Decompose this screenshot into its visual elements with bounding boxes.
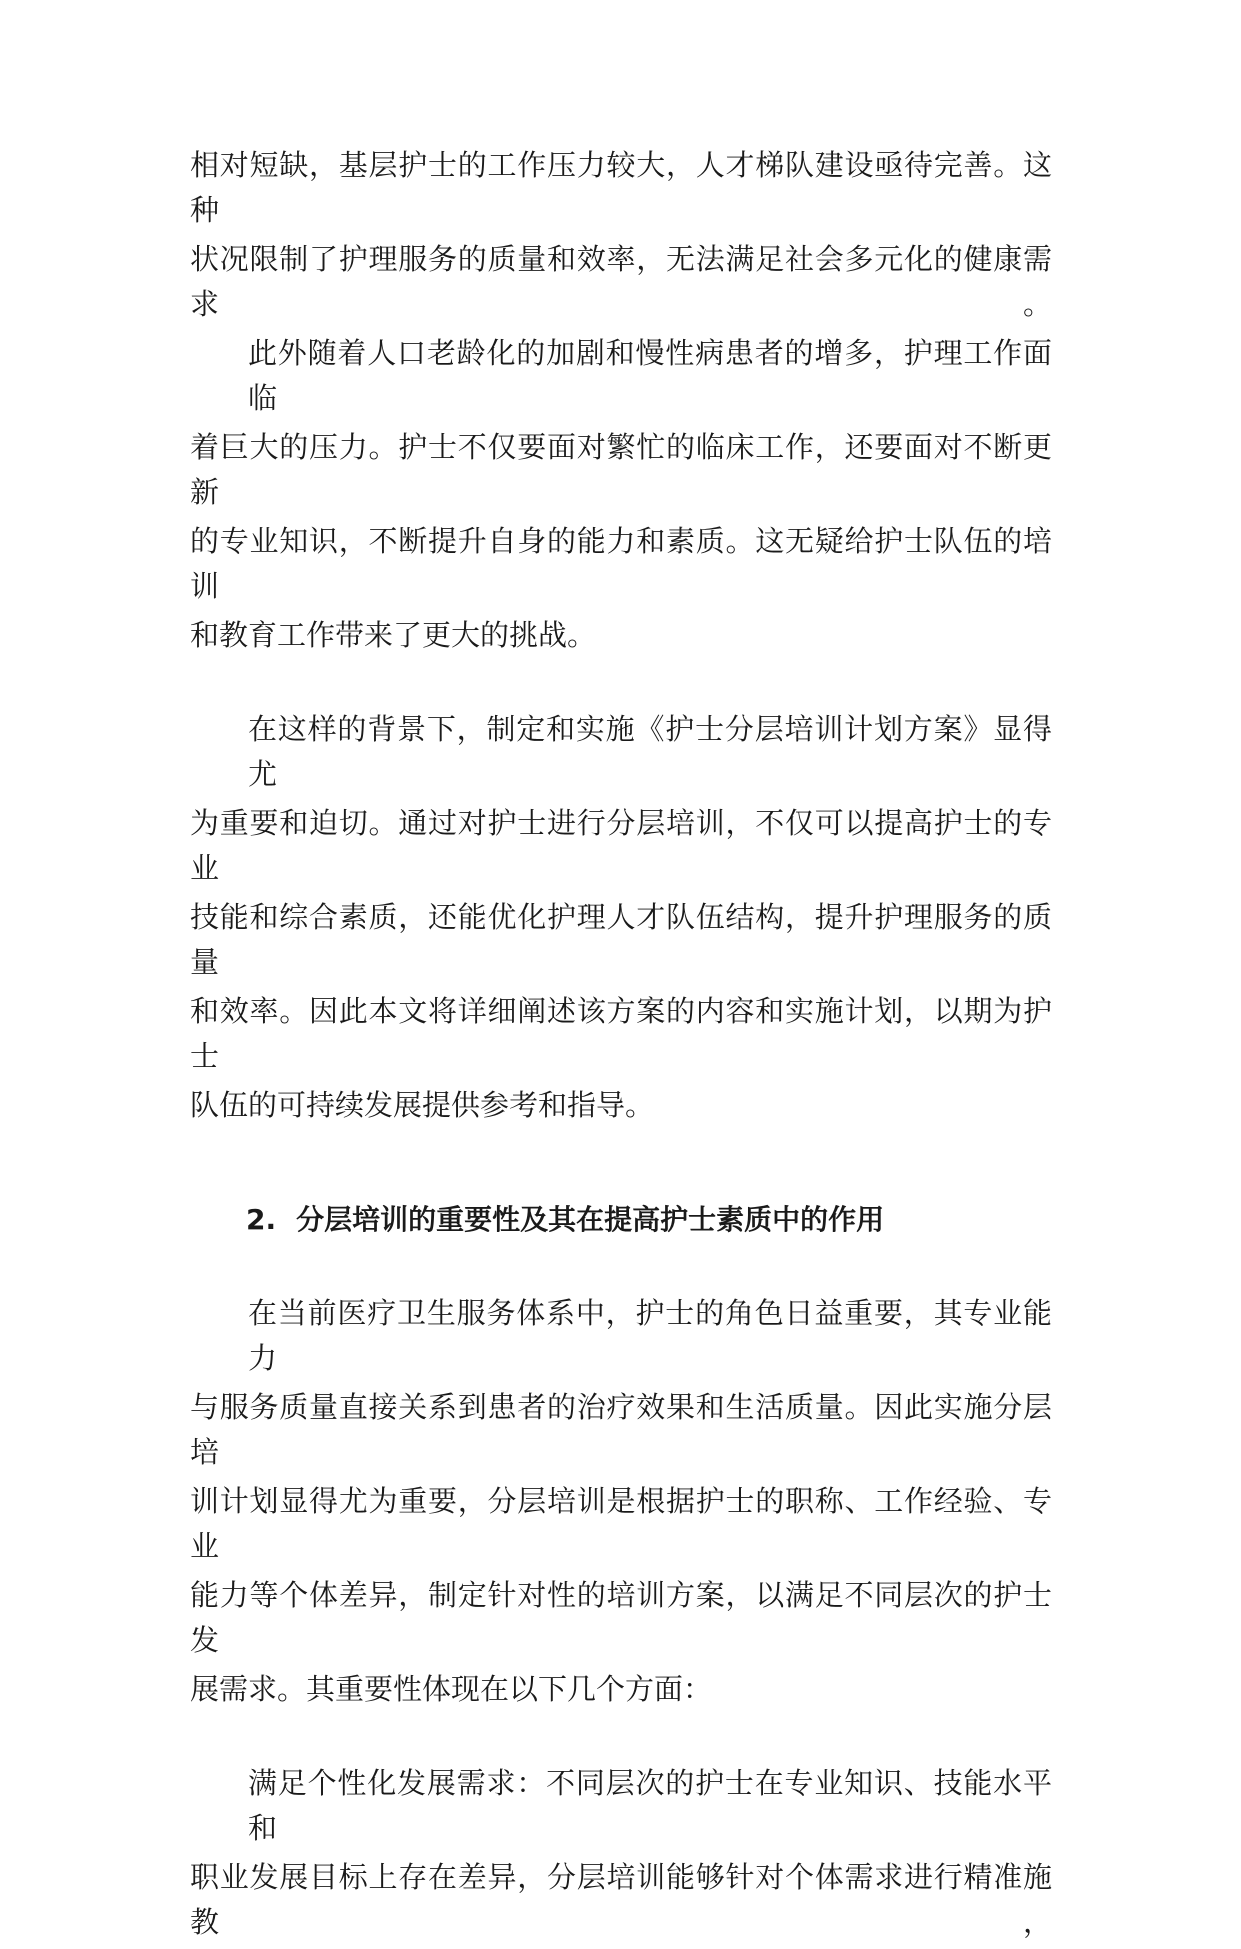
- text-line: 职业发展目标上存在差异，分层培训能够针对个体需求进行精准施教，: [190, 1860, 1052, 1939]
- section-heading: [190, 1197, 1052, 1242]
- text-line: 状况限制了护理服务的质量和效率，无法满足社会多元化的健康需求。: [190, 242, 1052, 321]
- text-line: 着巨大的压力。护士不仅要面对繁忙的临床工作，还要面对不断更新: [190, 430, 1052, 509]
- text-line: 满足个性化发展需求：不同层次的护士在专业知识、技能水平和: [248, 1766, 1052, 1845]
- text-line: 能力等个体差异，制定针对性的培训方案，以满足不同层次的护士发: [190, 1578, 1052, 1657]
- text-line: 为重要和迫切。通过对护士进行分层培训，不仅可以提高护士的专业: [190, 806, 1052, 885]
- paragraph-personalized-needs: [190, 1761, 1052, 1939]
- text-line: 与服务质量直接关系到患者的治疗效果和生活质量。因此实施分层培: [190, 1390, 1052, 1469]
- paragraph-background: [190, 707, 1052, 1128]
- text-line: 展需求。其重要性体现在以下几个方面：: [190, 1672, 713, 1706]
- paragraph-aging-population: [190, 331, 1052, 658]
- section-gap: [190, 1177, 1052, 1197]
- text-line: 在这样的背景下，制定和实施《护士分层培训计划方案》显得尤: [248, 712, 1052, 791]
- paragraph-importance: [190, 1291, 1052, 1712]
- text-line: 的专业知识，不断提升自身的能力和素质。这无疑给护士队伍的培训: [190, 524, 1052, 603]
- paragraph-continuation: [190, 143, 1052, 321]
- text-line: 和教育工作带来了更大的挑战。: [190, 618, 597, 652]
- section-title: 分层培训的重要性及其在提高护士素质中的作用: [296, 1203, 885, 1236]
- text-line: 技能和综合素质，还能优化护理人才队伍结构，提升护理服务的质量: [190, 900, 1052, 979]
- text-line: 此外随着人口老龄化的加剧和慢性病患者的增多，护理工作面临: [248, 336, 1052, 415]
- text-line: 队伍的可持续发展提供参考和指导。: [190, 1088, 655, 1122]
- text-line: 训计划显得尤为重要，分层培训是根据护士的职称、工作经验、专业: [190, 1484, 1052, 1563]
- section-number: 2.: [246, 1203, 277, 1236]
- text-line: 在当前医疗卫生服务体系中，护士的角色日益重要，其专业能力: [248, 1296, 1052, 1375]
- document-body: [190, 143, 1052, 1949]
- text-line: 和效率。因此本文将详细阐述该方案的内容和实施计划，以期为护士: [190, 994, 1052, 1073]
- text-line: 相对短缺，基层护士的工作压力较大，人才梯队建设亟待完善。这种: [190, 148, 1052, 227]
